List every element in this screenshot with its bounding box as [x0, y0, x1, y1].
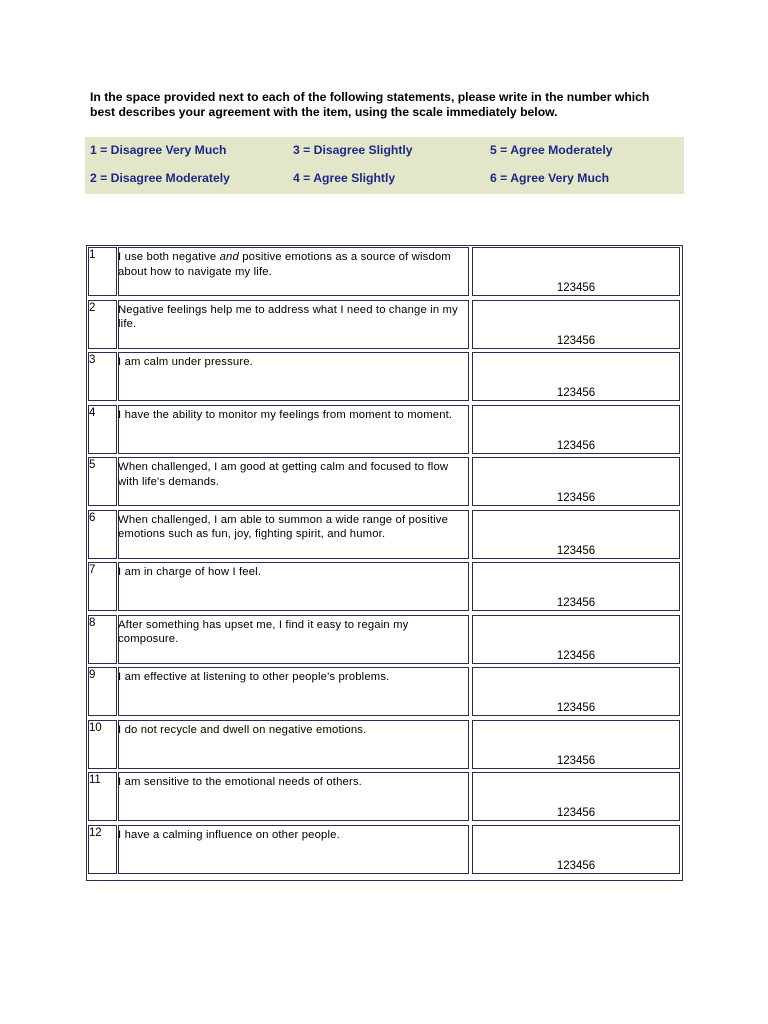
statement-text: I do not recycle and dwell on negative emotions.: [118, 723, 367, 736]
response-cell[interactable]: [472, 405, 680, 454]
item-number: 11: [89, 774, 101, 786]
item-number: 3: [89, 354, 96, 366]
scale-item-4: 4 = Agree Slightly: [293, 171, 396, 185]
item-number-cell: [88, 825, 117, 874]
item-number-cell: [88, 352, 117, 401]
statement-cell: [118, 352, 469, 401]
statement-fragment: positive emotions as a source of wisdom about how to navigate my life.: [118, 251, 451, 278]
item-number: 4: [89, 406, 96, 419]
instructions: [90, 90, 690, 120]
response-scale-options: 123456: [556, 544, 596, 557]
table-row: [86, 508, 683, 560]
item-number-cell: [88, 562, 117, 611]
table-row: [86, 298, 683, 350]
table-row: [86, 455, 683, 507]
statement-emphasis: and: [219, 251, 239, 263]
response-scale-options: 123456: [556, 334, 596, 347]
statement-text: After something has upset me, I find it easy to regain my composure.: [118, 618, 409, 645]
response-scale-options: 123456: [556, 282, 596, 294]
statement-cell: [118, 405, 469, 454]
statement-cell: [118, 562, 469, 611]
response-cell[interactable]: [472, 615, 680, 664]
item-number-cell: [88, 510, 117, 559]
item-number-cell: [88, 247, 117, 296]
response-scale-options: 123456: [556, 492, 596, 504]
item-number: 1: [89, 249, 96, 261]
statement-text: I am calm under pressure.: [118, 356, 253, 368]
scale-item-1: 1 = Disagree Very Much: [90, 143, 227, 157]
statement-text: I am effective at listening to other people's problems.: [118, 671, 390, 683]
response-scale-options: 123456: [556, 859, 596, 872]
table-row: [86, 350, 683, 402]
item-number-cell: [88, 667, 117, 716]
statement-cell: [118, 457, 469, 506]
instructions-line-2: best describes your agreement with the item, using the scale immediately below.: [90, 105, 558, 119]
statement-text: I have the ability to monitor my feelings from moment to moment.: [118, 408, 453, 421]
table-row: [86, 613, 683, 665]
response-scale-options: 123456: [556, 597, 596, 609]
statement-text: When challenged, I am good at getting calm and focused to flow with life's demands.: [118, 461, 449, 488]
item-number: 12: [89, 826, 102, 839]
statement-cell: [118, 510, 469, 559]
table-row: [86, 245, 683, 297]
item-number: 8: [89, 616, 96, 629]
response-cell[interactable]: [472, 300, 680, 349]
response-cell[interactable]: [472, 247, 680, 296]
statement-text: I have a calming influence on other people.: [118, 828, 340, 841]
item-number-cell: [88, 300, 117, 349]
response-scale-options: 123456: [556, 439, 596, 452]
statement-cell: [118, 247, 469, 296]
statement-cell: [118, 615, 469, 664]
scale-item-2: 2 = Disagree Moderately: [90, 171, 230, 185]
rating-scale-legend: [85, 137, 684, 194]
item-number: 9: [89, 669, 96, 681]
statement-text: Negative feelings help me to address what I need to change in my life.: [118, 303, 458, 330]
response-scale-options: 123456: [556, 807, 596, 819]
table-row: [86, 560, 683, 612]
response-scale-options: 123456: [556, 649, 596, 662]
table-row: [86, 718, 683, 770]
item-number: 5: [89, 459, 96, 471]
scale-item-5: 5 = Agree Moderately: [490, 143, 613, 157]
item-number: 10: [89, 721, 102, 734]
response-cell[interactable]: [472, 352, 680, 401]
statement-cell: [118, 720, 469, 769]
item-number: 7: [89, 564, 96, 576]
response-cell[interactable]: [472, 562, 680, 611]
item-number-cell: [88, 457, 117, 506]
table-row: [86, 770, 683, 822]
statement-cell: [118, 300, 469, 349]
item-number: 6: [89, 511, 96, 524]
statement-cell: [118, 772, 469, 821]
statement-text: I am in charge of how I feel.: [118, 566, 262, 578]
table-row: [86, 403, 683, 455]
item-number: 2: [89, 301, 96, 314]
table-row: [86, 823, 683, 875]
item-number-cell: [88, 772, 117, 821]
table-row: [86, 665, 683, 717]
response-scale-options: 123456: [556, 702, 596, 714]
response-cell[interactable]: [472, 667, 680, 716]
item-number-cell: [88, 615, 117, 664]
item-number-cell: [88, 405, 117, 454]
response-cell[interactable]: [472, 825, 680, 874]
response-cell[interactable]: [472, 720, 680, 769]
response-scale-options: 123456: [556, 387, 596, 399]
response-cell[interactable]: [472, 510, 680, 559]
response-cell[interactable]: [472, 772, 680, 821]
scale-item-6: 6 = Agree Very Much: [490, 171, 610, 185]
scale-item-3: 3 = Disagree Slightly: [293, 143, 413, 157]
item-number-cell: [88, 720, 117, 769]
statement-cell: [118, 667, 469, 716]
statement-cell: [118, 825, 469, 874]
statement-text: I am sensitive to the emotional needs of others.: [118, 776, 362, 788]
statement-text: [118, 250, 466, 279]
response-scale-options: 123456: [556, 754, 596, 767]
response-cell[interactable]: [472, 457, 680, 506]
statement-text: When challenged, I am able to summon a wide range of positive emotions such as fun, joy, fighting spirit, and humor.: [118, 513, 449, 540]
statement-fragment: I use both negative: [118, 251, 220, 263]
instructions-line-1: In the space provided next to each of the following statements, please write in the number which: [90, 90, 650, 104]
